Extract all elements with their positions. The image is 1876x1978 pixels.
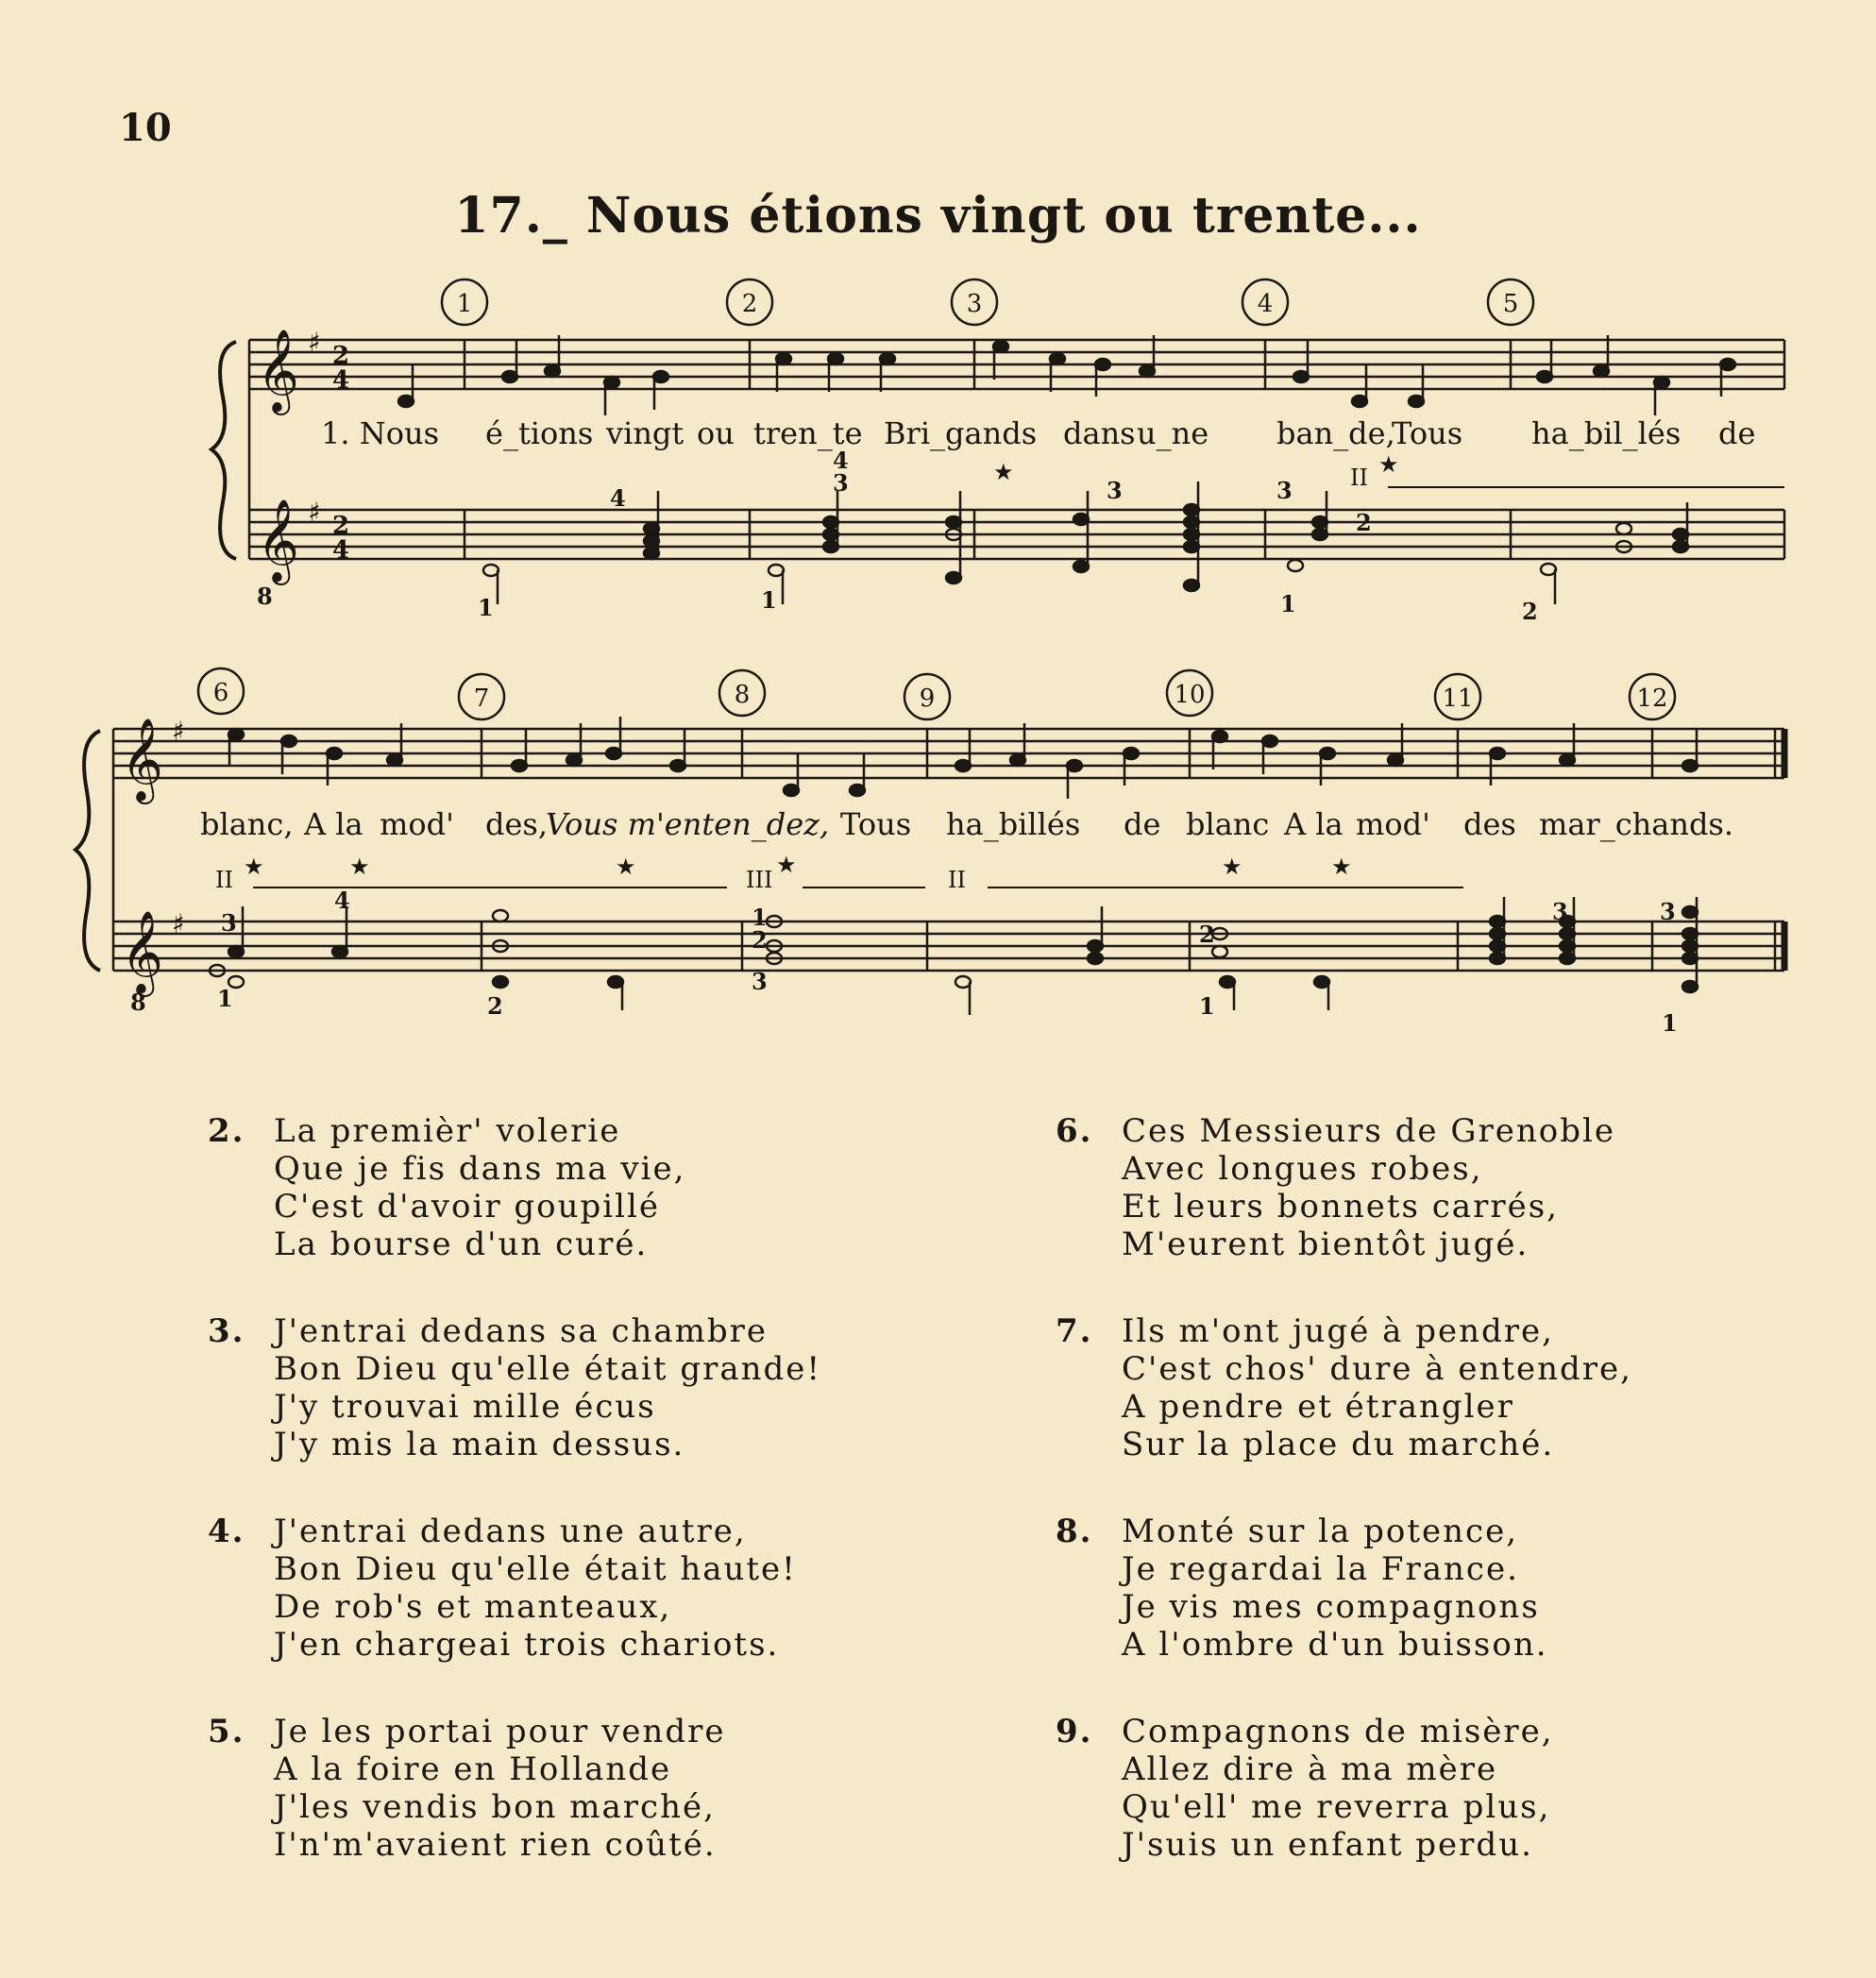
verse-line: A la foire en Hollande: [274, 1750, 672, 1788]
measure-number: 10: [1174, 681, 1206, 709]
star-mark: ★: [993, 459, 1014, 485]
barre-position: II: [948, 867, 966, 893]
verse: [1056, 1513, 1716, 1664]
verse-line: De rob's et manteaux,: [274, 1588, 672, 1626]
star-mark: ★: [1378, 451, 1399, 478]
verse-line: A pendre et étrangler: [1122, 1388, 1514, 1426]
verse-line: J'y trouvai mille écus: [274, 1388, 656, 1426]
verse: [1056, 1112, 1716, 1263]
lyric-syllable: ha_bil_lés: [1531, 415, 1682, 451]
svg-text:4: 4: [332, 536, 350, 565]
verse-line: La bourse d'un curé.: [274, 1226, 649, 1263]
fingering: 3: [1552, 898, 1568, 925]
measure-number: 2: [741, 290, 758, 318]
verse-line: Je vis mes compagnons: [1122, 1588, 1540, 1626]
measure-number: 3: [966, 290, 983, 318]
measure-number: 9: [919, 685, 936, 713]
verse-line: J'les vendis bon marché,: [274, 1788, 716, 1826]
lyric-syllable: ha_billés: [946, 806, 1081, 842]
fingering: 2: [752, 926, 768, 954]
lyric-syllable: mod': [380, 806, 454, 842]
lyric-syllable: A la: [1284, 806, 1344, 842]
star-mark: ★: [349, 854, 370, 880]
measure-number: 1: [456, 290, 473, 318]
verse: [208, 1312, 869, 1463]
lyric-syllable: des,: [485, 806, 549, 842]
lyric-syllable: mar_chands.: [1539, 806, 1734, 842]
fingering: 1: [478, 594, 494, 621]
verse-line: Je regardai la France.: [1122, 1550, 1519, 1588]
svg-text:2: 2: [332, 512, 350, 540]
star-mark: ★: [776, 852, 797, 878]
measure-number: 11: [1442, 685, 1474, 713]
lyric-syllable: des: [1463, 806, 1516, 842]
fingering: 2: [1522, 598, 1538, 625]
fingering: 3: [1107, 477, 1123, 504]
measure-number: 7: [473, 685, 490, 713]
measure-number: 6: [212, 679, 229, 707]
fingering: 1: [1280, 590, 1296, 617]
verse-line: Ces Messieurs de Grenoble: [1122, 1112, 1615, 1150]
measure-number: 5: [1502, 290, 1519, 318]
fingering: 1: [217, 985, 233, 1012]
verse-line: Sur la place du marché.: [1122, 1426, 1555, 1463]
verse-line: La premièr' volerie: [274, 1112, 621, 1150]
lyric-syllable: mod': [1356, 806, 1430, 842]
octave-mark: 8: [257, 583, 273, 610]
verse-line: M'eurent bientôt jugé.: [1122, 1226, 1530, 1263]
fingering: 2: [1199, 921, 1215, 948]
verse-line: Et leurs bonnets carrés,: [1122, 1188, 1559, 1226]
lyric-syllable: 1. Nous: [321, 415, 439, 451]
song-title: 17._ Nous étions vingt ou trente...: [454, 187, 1422, 245]
verse: [208, 1513, 869, 1664]
fingering: 4: [833, 447, 849, 474]
verse-line: J'entrai dedans une autre,: [274, 1513, 747, 1550]
lyric-syllable: blanc,: [200, 806, 294, 842]
svg-text:♯: ♯: [308, 327, 321, 358]
verse-line: J'entrai dedans sa chambre: [274, 1312, 769, 1350]
svg-text:♯: ♯: [308, 497, 321, 528]
svg-text:𝄞: 𝄞: [257, 498, 299, 582]
lyric-syllable: u_ne: [1137, 415, 1209, 451]
fingering: 2: [487, 992, 503, 1020]
verses-left-column: [208, 1112, 869, 1913]
verse: [1056, 1713, 1716, 1864]
verse-line: J'y mis la main dessus.: [274, 1426, 685, 1463]
lyric-syllable: A la: [304, 806, 363, 842]
verse-line: Compagnons de misère,: [1122, 1713, 1554, 1750]
fingering: 3: [221, 909, 237, 937]
verse-line: Monté sur la potence,: [1122, 1513, 1519, 1550]
svg-text:𝄞: 𝄞: [121, 909, 163, 993]
fingering: 4: [334, 887, 350, 914]
verse-line: Je les portai pour vendre: [274, 1713, 726, 1750]
lyric-syllable: de: [1124, 806, 1161, 842]
page-number: 10: [119, 106, 172, 150]
verse-line: Avec longues robes,: [1122, 1150, 1483, 1188]
fingering: 1: [761, 586, 777, 614]
lyric-syllable-italic: Vous m'enten_dez,: [546, 806, 830, 842]
verse-line: Allez dire à ma mère: [1122, 1750, 1498, 1788]
fingering: 2: [1356, 509, 1372, 536]
star-mark: ★: [616, 854, 636, 880]
fingering: 4: [610, 484, 626, 512]
verse-line: I'n'm'avaient rien coûté.: [274, 1826, 717, 1864]
lyric-syllable: blanc: [1186, 806, 1270, 842]
svg-text:♯: ♯: [172, 716, 185, 747]
verse-number: 9.: [1056, 1713, 1093, 1750]
verse-line: Bon Dieu qu'elle était haute!: [274, 1550, 797, 1588]
verse-line: C'est d'avoir goupillé: [274, 1188, 661, 1226]
measure-number: 4: [1257, 290, 1274, 318]
fingering: 1: [1662, 1009, 1678, 1037]
verse-number: 7.: [1056, 1312, 1093, 1350]
svg-text:𝄞: 𝄞: [121, 717, 163, 801]
svg-text:♯: ♯: [172, 908, 185, 939]
lyric-syllable: ban_de,: [1276, 415, 1395, 451]
fingering: 3: [1276, 477, 1293, 504]
verse-number: 6.: [1056, 1112, 1093, 1150]
lyric-syllable: Bri_gands: [884, 415, 1038, 451]
lyric-syllable: é_tions: [485, 415, 594, 451]
fingering: 1: [752, 904, 768, 931]
verse: [208, 1713, 869, 1864]
verse-line: J'suis un enfant perdu.: [1122, 1826, 1533, 1864]
verse-number: 4.: [208, 1513, 245, 1550]
svg-text:4: 4: [332, 366, 350, 395]
verse-line: Bon Dieu qu'elle était grande!: [274, 1350, 822, 1388]
star-mark: ★: [1331, 854, 1352, 880]
svg-text:𝄞: 𝄞: [257, 328, 299, 412]
lyric-syllable: dans: [1063, 415, 1136, 451]
verse-line: J'en chargeai trois chariots.: [274, 1626, 780, 1664]
octave-mark: 8: [130, 989, 146, 1016]
measure-number: 12: [1636, 685, 1668, 713]
verse: [208, 1112, 869, 1263]
lyric-syllable: de: [1718, 415, 1756, 451]
verse-line: Ils m'ont jugé à pendre,: [1122, 1312, 1554, 1350]
verse-number: 5.: [208, 1713, 245, 1750]
barre-position: II: [215, 867, 233, 893]
measure-number: 8: [734, 681, 751, 709]
star-mark: ★: [1222, 854, 1242, 880]
fingering: 3: [1660, 898, 1676, 925]
verse-line: Qu'ell' me reverra plus,: [1122, 1788, 1551, 1826]
lyric-syllable: ou: [697, 415, 735, 451]
lyric-syllable: vingt: [606, 415, 684, 451]
fingering: 3: [833, 469, 849, 497]
svg-text:2: 2: [332, 342, 350, 370]
verse-number: 3.: [208, 1312, 245, 1350]
lyric-syllable: Tous: [840, 806, 912, 842]
star-mark: ★: [244, 854, 264, 880]
verse-line: A l'ombre d'un buisson.: [1122, 1626, 1548, 1664]
lyric-syllable: Tous: [1392, 415, 1463, 451]
verses-right-column: [1056, 1112, 1716, 1913]
fingering: 3: [752, 968, 768, 995]
verse-number: 2.: [208, 1112, 245, 1150]
barre-position: II: [1350, 465, 1368, 491]
fingering: 1: [1199, 992, 1215, 1020]
verse-number: 8.: [1056, 1513, 1093, 1550]
barre-position: III: [746, 867, 773, 893]
verse-line: C'est chos' dure à entendre,: [1122, 1350, 1632, 1388]
lyric-syllable: tren_te: [753, 415, 863, 451]
verse-line: Que je fis dans ma vie,: [274, 1150, 686, 1188]
verse: [1056, 1312, 1716, 1463]
